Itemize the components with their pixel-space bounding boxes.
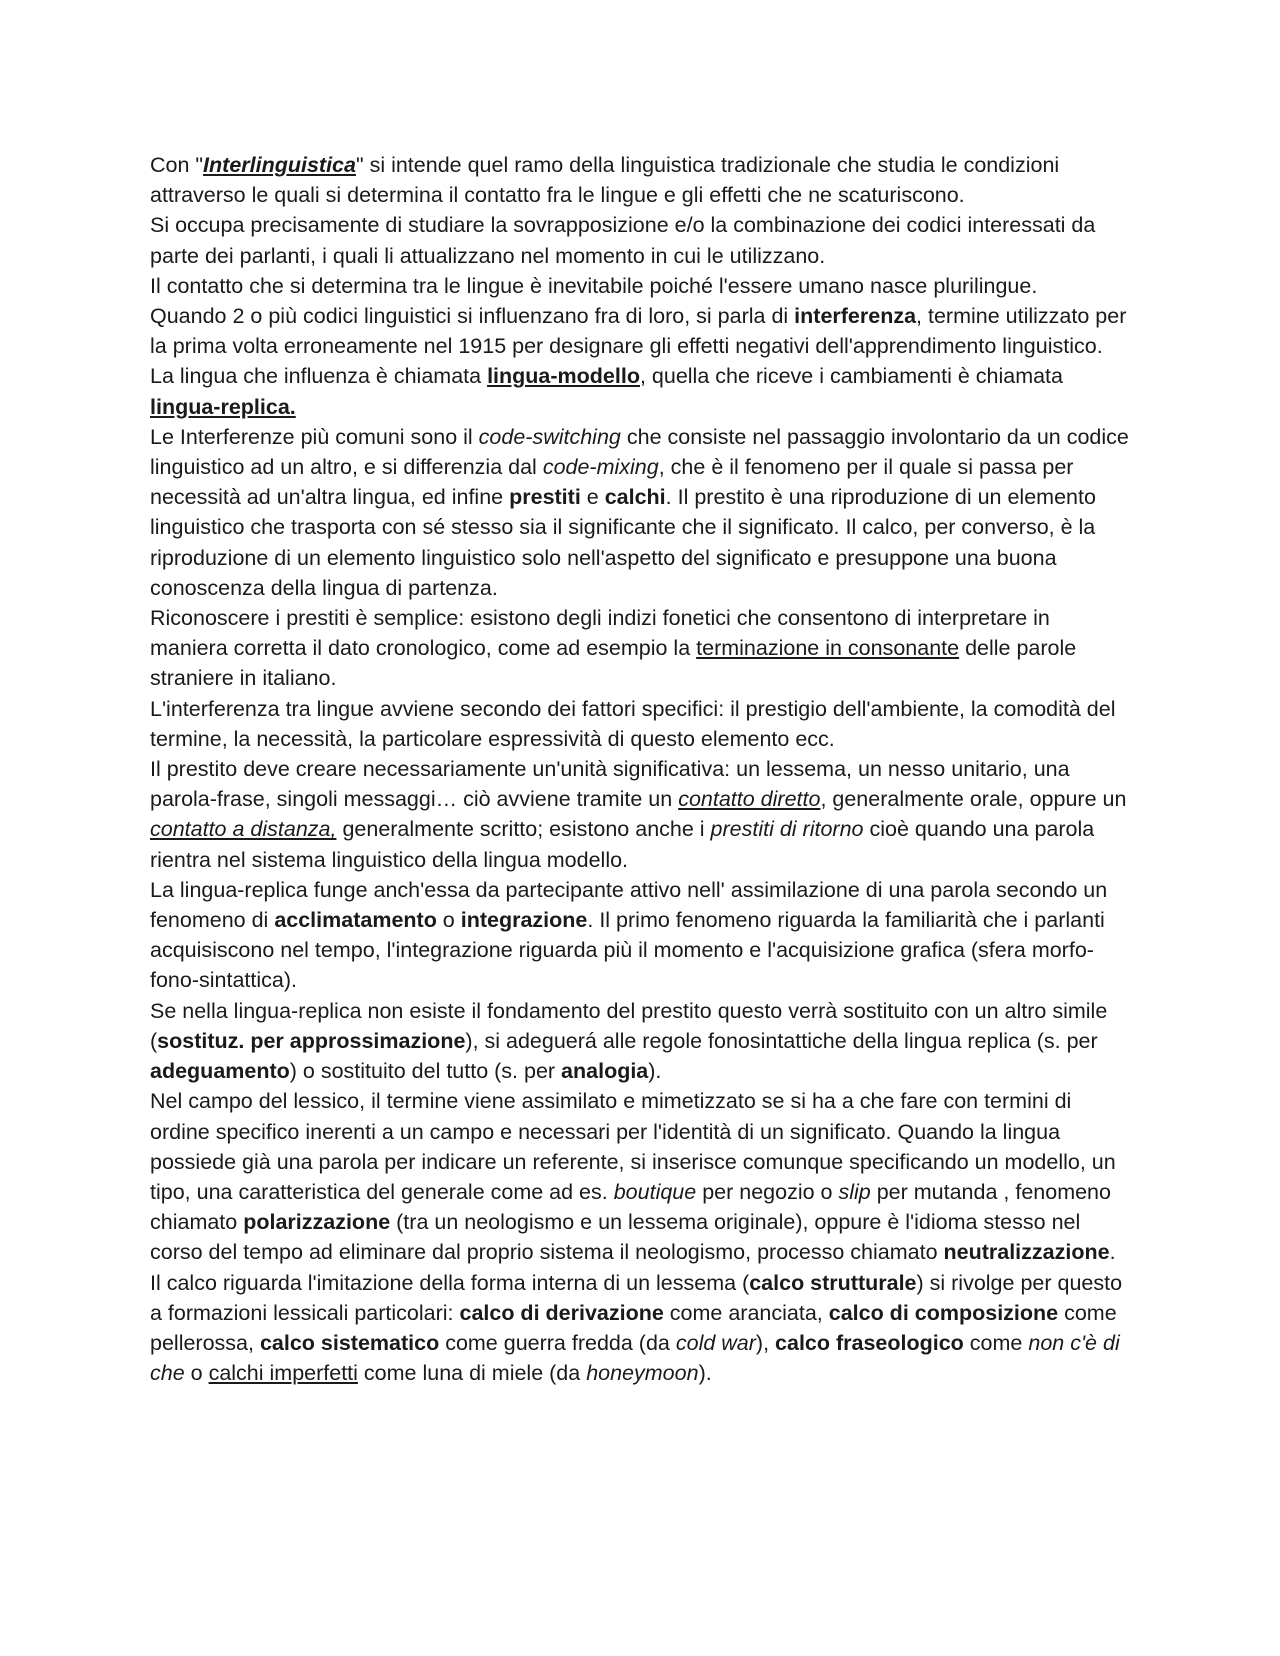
styled-text: contatto a distanza, <box>150 817 337 842</box>
text-run: . Il primo fenomeno riguarda la familiarità che i parlanti acquisiscono nel tempo, l'integrazione riguarda più il momento e l'acquisizione grafica (sfera morfo-fono-sintattica). <box>150 908 1105 993</box>
text-run: . <box>1109 1240 1116 1265</box>
text-run: ) si rivolge per questo a formazioni lessicali particolari: <box>150 1270 1123 1325</box>
paragraph <box>150 754 1130 875</box>
paragraph <box>150 301 1130 361</box>
styled-text: Interlinguistica <box>203 153 356 177</box>
text-run: . Il prestito è una riproduzione di un elemento linguistico che trasporta con sé stesso sia il significante che il significato. Il calco, per converso, è la riproduzione di un elemento linguistico solo nell'aspetto del significato e presuppone una buona conoscenza della lingua di partenza. <box>150 485 1096 600</box>
styled-text: polarizzazione <box>243 1210 391 1235</box>
paragraph <box>150 996 1130 1087</box>
text-run: (tra un neologismo e un lessema originale), oppure è l'idioma stesso nel corso del tempo ad eliminare dal proprio sistema il neologismo, processo chiamato <box>150 1210 1081 1265</box>
styled-text: calchi <box>604 485 666 510</box>
text-run: per mutanda , fenomeno chiamato <box>150 1179 1111 1235</box>
text-run: La lingua che influenza è chiamata <box>150 364 488 389</box>
styled-text: interferenza <box>794 304 917 329</box>
styled-text: non c'è di che <box>150 1330 1120 1386</box>
paragraph <box>150 603 1130 694</box>
text-run: , termine utilizzato per la prima volta erroneamente nel 1915 per designare gli effetti negativi dell'apprendimento linguistico. <box>150 304 1127 359</box>
styled-text: integrazione <box>460 908 588 933</box>
styled-text: neutralizzazione <box>943 1240 1110 1265</box>
styled-text: calco fraseologico <box>775 1330 964 1355</box>
styled-text: slip <box>838 1179 871 1204</box>
styled-text: prestiti di ritorno <box>710 817 864 842</box>
styled-text: prestiti <box>509 485 581 510</box>
styled-text: calco di derivazione <box>459 1300 664 1325</box>
paragraph <box>150 694 1130 754</box>
text-run: Si occupa precisamente di studiare la sovrapposizione e/o la combinazione dei codici interessati da parte dei parlanti, i quali li attualizzano nel momento in cui le utilizzano. <box>150 213 1096 268</box>
text-run: come luna di miele (da <box>357 1361 587 1386</box>
paragraph <box>150 422 1130 603</box>
styled-text: code-mixing <box>542 455 659 480</box>
styled-text: calchi imperfetti <box>208 1361 358 1386</box>
document-body <box>150 150 1130 1388</box>
styled-text: terminazione in consonante <box>696 636 960 661</box>
text-run: Riconoscere i prestiti è semplice: esistono degli indizi fonetici che consentono di interpretare in maniera corretta il dato cronologico, come ad esempio la <box>150 606 1050 661</box>
text-run: L'interferenza tra lingue avviene secondo dei fattori specifici: il prestigio dell'ambiente, la comodità del termine, la necessità, la particolare espressività di questo elemento ecc. <box>150 696 1116 751</box>
text-run: generalmente scritto; esistono anche i <box>336 817 711 842</box>
text-run: come <box>963 1330 1029 1355</box>
styled-text: code-switching <box>478 424 621 449</box>
text-run: Il calco riguarda l'imitazione della forma interna di un lessema ( <box>150 1270 750 1295</box>
text-run: Il contatto che si determina tra le lingue è inevitabile poiché l'essere umano nasce plurilingue. <box>150 273 1038 298</box>
text-run: ), <box>755 1330 776 1355</box>
text-run: Con " <box>150 153 204 177</box>
paragraph <box>150 150 1130 210</box>
text-run: " si intende quel ramo della linguistica tradizionale che studia le condizioni attraverso le quali si determina il contatto fra le lingue e gli effetti che ne scaturiscono. <box>150 153 1060 208</box>
text-run: ) o sostituito del tutto (s. per <box>289 1059 562 1084</box>
paragraph <box>150 1268 1130 1389</box>
paragraph <box>150 271 1130 301</box>
text-run: per negozio o <box>696 1179 839 1204</box>
text-run: come guerra fredda (da <box>439 1330 676 1355</box>
paragraph <box>150 361 1130 421</box>
text-run: come aranciata, <box>663 1300 829 1325</box>
styled-text: contatto diretto <box>678 787 821 812</box>
text-run: cioè quando una parola rientra nel sistema linguistico della lingua modello. <box>150 817 1095 872</box>
styled-text: sostituz. per approssimazione <box>157 1028 466 1053</box>
text-run: e <box>580 485 605 510</box>
styled-text: calco sistematico <box>259 1330 440 1355</box>
text-run: ). <box>698 1361 712 1386</box>
text-run: ). <box>648 1059 662 1084</box>
styled-text: lingua-modello <box>487 364 640 389</box>
text-run: Quando 2 o più codici linguistici si influenzano fra di loro, si parla di <box>150 304 795 329</box>
text-run: che consiste nel passaggio involontario da un codice linguistico ad un altro, e si differenzia dal <box>150 424 1129 480</box>
text-run: La lingua-replica funge anch'essa da partecipante attivo nell' assimilazione di una parola secondo un fenomeno di <box>150 877 1108 933</box>
text-run: o <box>184 1361 209 1386</box>
styled-text: lingua-replica. <box>150 394 296 419</box>
text-run: Se nella lingua-replica non esiste il fondamento del prestito questo verrà sostituito con un altro simile ( <box>150 998 1108 1053</box>
styled-text: calco strutturale <box>749 1270 917 1295</box>
text-run: , generalmente orale, oppure un <box>820 787 1127 812</box>
text-run: delle parole straniere in italiano. <box>150 636 1077 691</box>
text-run: Nel campo del lessico, il termine viene assimilato e mimetizzato se si ha a che fare con termini di ordine specifico inerenti a un campo e necessari per l'identità di un significato. Quando la lingua possiede già una parola per indicare un referente, si inserisce comunque specificando un modello, un tipo, una caratteristica del generale come ad es. <box>150 1089 1116 1204</box>
text-run: o <box>436 908 461 933</box>
styled-text: honeymoon <box>586 1361 699 1386</box>
text-run: Il prestito deve creare necessariamente un'unità significativa: un lessema, un nesso unitario, una parola-frase, singoli messaggi… ciò avviene tramite un <box>150 757 1070 812</box>
paragraph <box>150 210 1130 270</box>
text-run: , quella che riceve i cambiamenti è chiamata <box>639 364 1063 389</box>
styled-text: adeguamento <box>150 1059 290 1084</box>
text-run: come pellerossa, <box>150 1300 1117 1355</box>
styled-text: boutique <box>613 1179 697 1204</box>
text-run: , che è il fenomeno per il quale si passa per necessità ad un'altra lingua, ed infine <box>150 455 1074 510</box>
styled-text: analogia <box>561 1059 649 1084</box>
styled-text: acclimatamento <box>274 908 437 933</box>
text-run: Le Interferenze più comuni sono il <box>150 424 479 449</box>
text-run: ), si adeguerá alle regole fonosintattiche della lingua replica (s. per <box>465 1028 1098 1053</box>
styled-text: calco di composizione <box>828 1300 1059 1325</box>
paragraph <box>150 1086 1130 1267</box>
paragraph <box>150 875 1130 996</box>
styled-text: cold war <box>675 1330 756 1355</box>
